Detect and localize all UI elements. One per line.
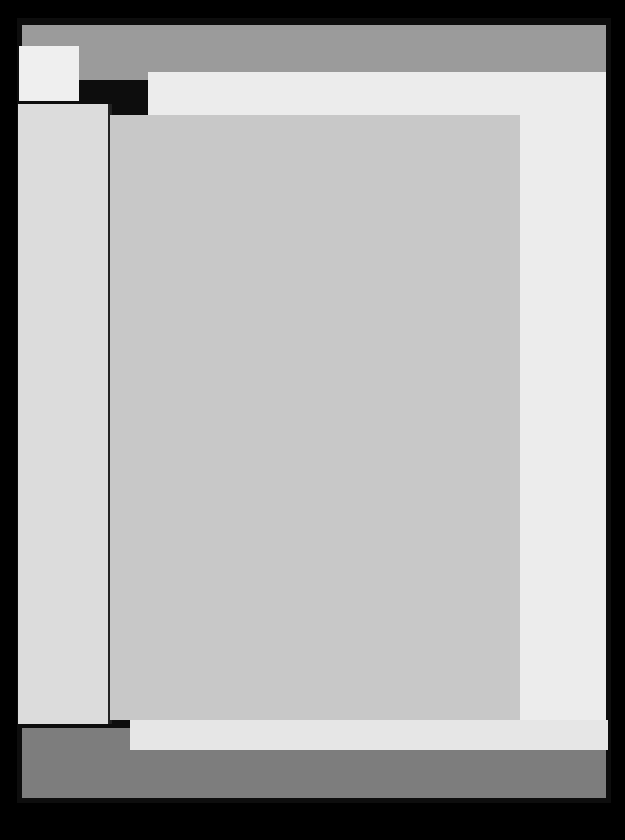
paper-tab xyxy=(19,46,79,101)
classification-form xyxy=(110,115,520,720)
left-folded-page xyxy=(18,104,112,724)
form-table xyxy=(110,115,520,720)
bottom-paper-strip xyxy=(130,720,608,750)
